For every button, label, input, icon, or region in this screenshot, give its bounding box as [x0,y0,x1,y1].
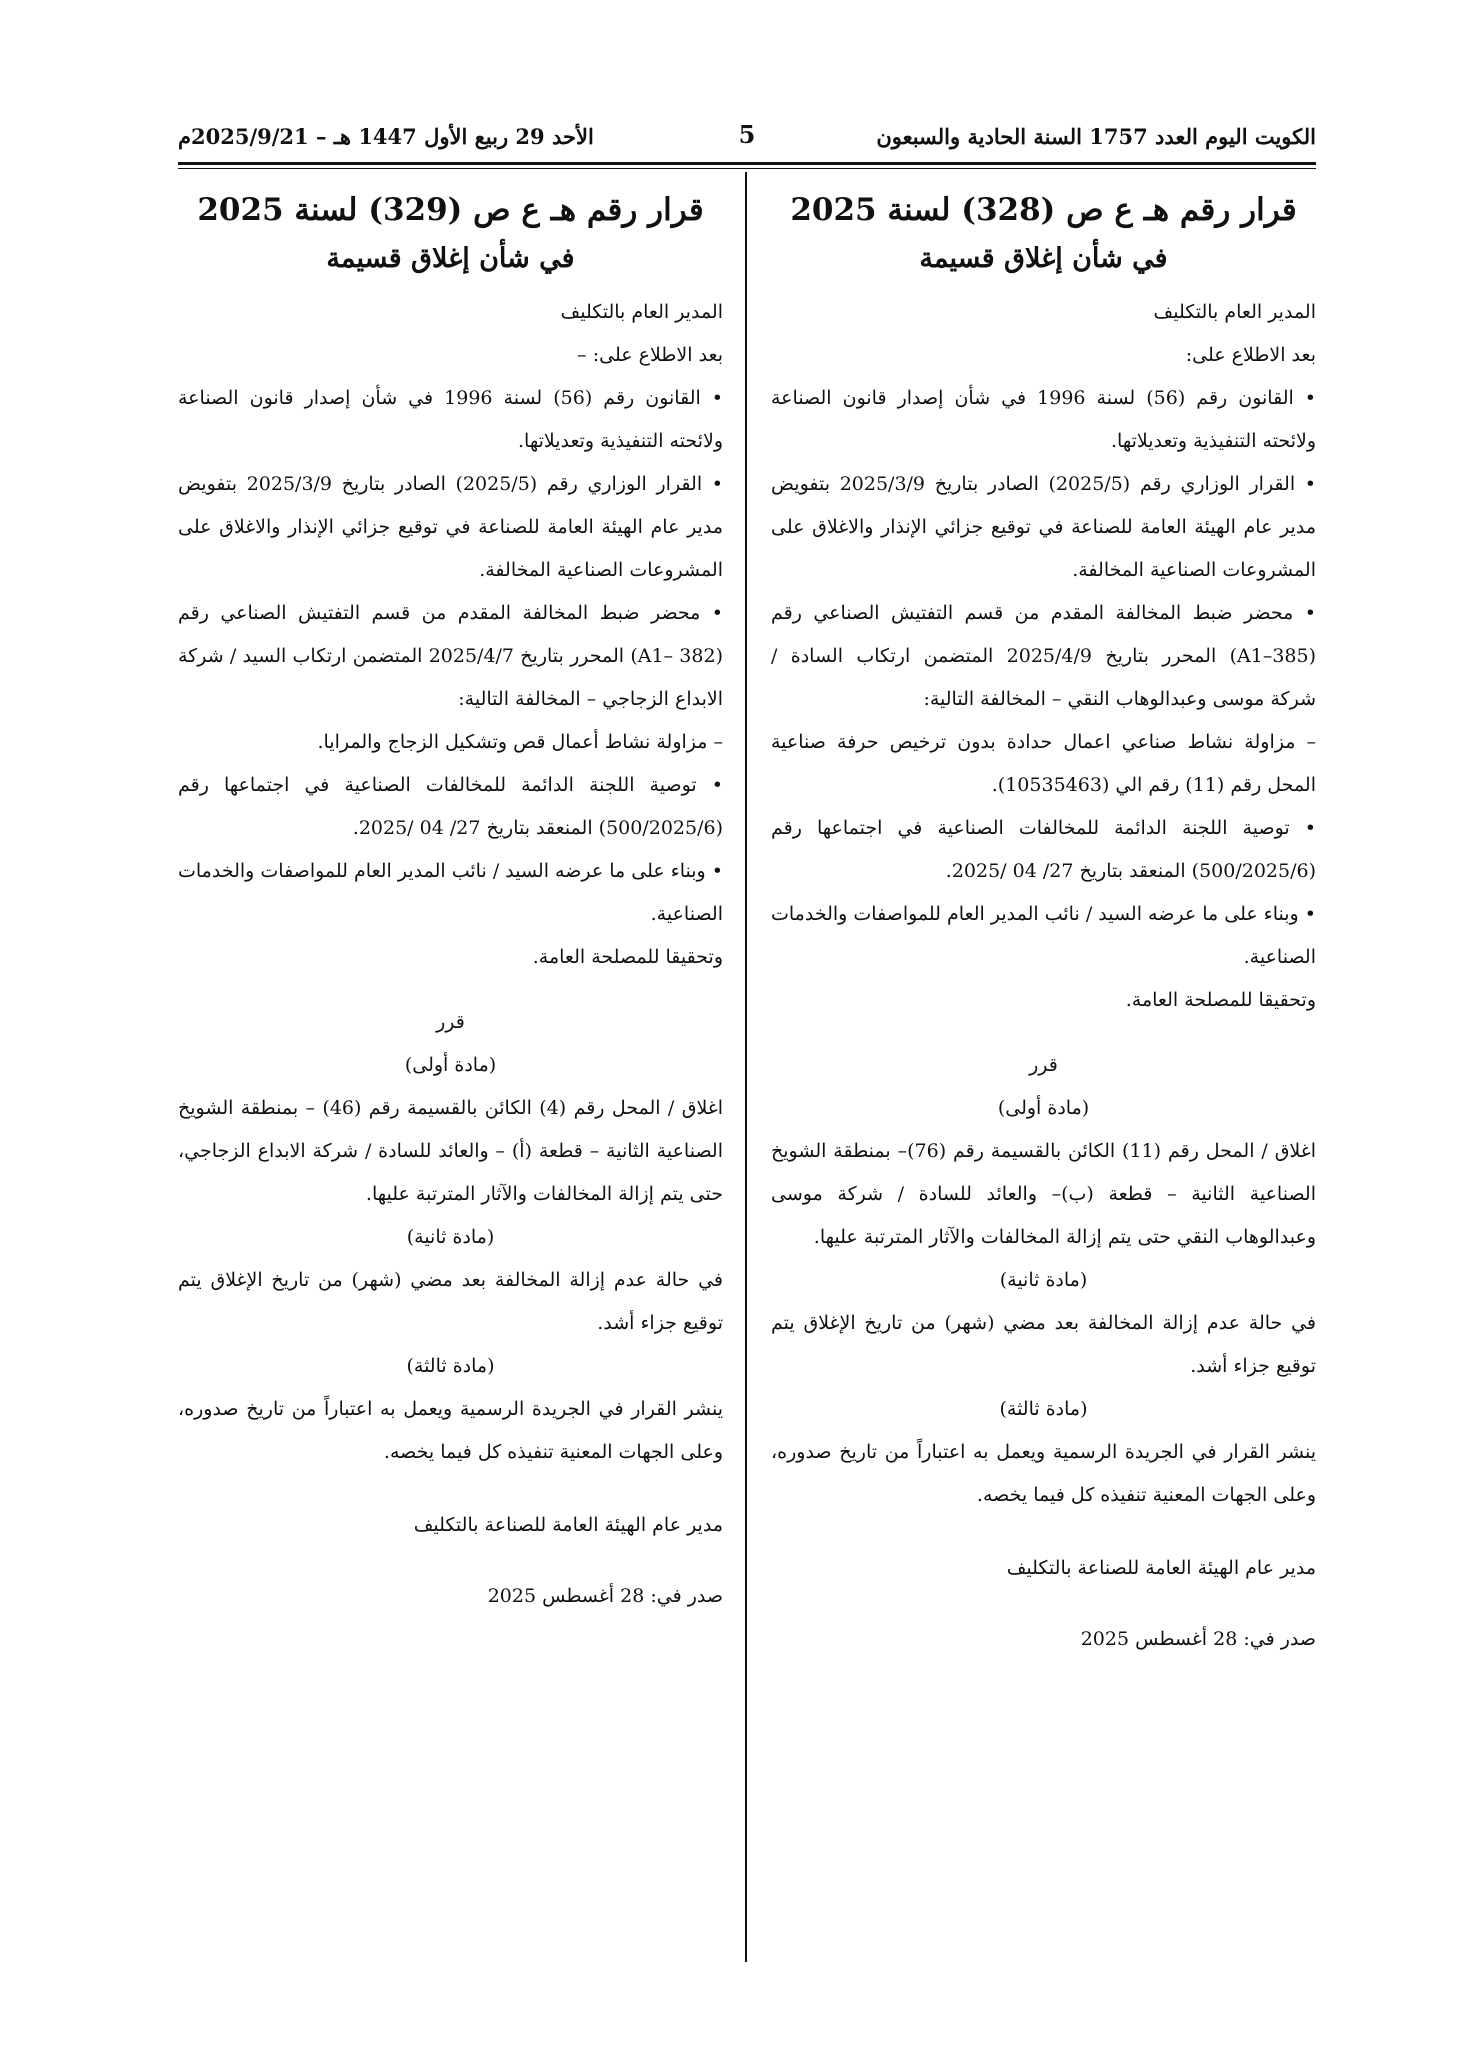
page-number: 5 [738,120,756,149]
recital-item: • توصية اللجنة الدائمة للمخالفات الصناعية في اجتماعها رقم (500/2025/6) المنعقد بتاريخ 27/ 04 /2025. [771,817,1316,882]
decree-issuer: المدير العام بالتكليف [560,301,723,323]
article-text: ينشر القرار في الجريدة الرسمية ويعمل به اعتباراً من تاريخ صدوره، وعلى الجهات المعنية تنفيذه كل فيما يخصه. [178,1398,723,1463]
decree-328 [771,185,1316,1661]
decree-issuer: المدير العام بالتكليف [1153,301,1316,323]
decree-329 [178,185,723,1618]
header-rule-thin [178,168,1316,169]
article-heading: (مادة أولى) [404,1054,497,1076]
recital-item: • توصية اللجنة الدائمة للمخالفات الصناعية في اجتماعها رقم (500/2025/6) المنعقد بتاريخ 27/ 04 /2025. [178,774,723,839]
decree-intro: بعد الاطلاع على: [1185,344,1316,366]
public-interest: وتحقيقا للمصلحة العامة. [1125,989,1316,1011]
issued-date: صدر في: 28 أغسطس 2025 [487,1585,723,1607]
decided-heading: قرر [1029,1054,1058,1076]
article-heading: (مادة ثالثة) [406,1355,495,1377]
recital-item: • محضر ضبط المخالفة المقدم من قسم التفتيش الصناعي رقم (A1– 382) المحرر بتاريخ 2025/4/7 المتضمن ارتكاب السيد / شركة الابداع الزجاجي – المخالفة التالية: [178,602,723,710]
recital-item: • وبناء على ما عرضه السيد / نائب المدير العام للمواصفات والخدمات الصناعية. [178,860,723,925]
recital-item: • القرار الوزاري رقم (2025/5) الصادر بتاريخ 2025/3/9 بتفويض مدير عام الهيئة العامة للصناعة في توقيع جزائي الإنذار والاغلاق على المشروعات الصناعية المخالفة. [771,473,1316,581]
decree-intro: بعد الاطلاع على: – [577,344,723,366]
decree-title: قرار رقم هـ ع ص (328) لسنة 2025 [790,192,1297,228]
article-text: اغلاق / المحل رقم (4) الكائن بالقسيمة رقم (46) – بمنطقة الشويخ الصناعية الثانية – قطعة (أ) – والعائد للسادة / شركة الابداع الزجاجي، حتى يتم إزالة المخالفات والآثار المترتبة عليها. [178,1097,724,1205]
decree-subtitle: في شأن إغلاق قسيمة [326,243,575,274]
public-interest: وتحقيقا للمصلحة العامة. [532,946,723,968]
page-header [178,118,1316,158]
article-heading: (مادة ثانية) [999,1269,1088,1291]
header-rule-thick [178,162,1316,165]
recital-item: • محضر ضبط المخالفة المقدم من قسم التفتيش الصناعي رقم (A1–385) المحرر بتاريخ 2025/4/9 المتضمن ارتكاب السادة / شركة موسى وعبدالوهاب النقي – المخالفة التالية: [771,602,1317,710]
signer: مدير عام الهيئة العامة للصناعة بالتكليف [1006,1557,1316,1579]
article-text: اغلاق / المحل رقم (11) الكائن بالقسيمة رقم (76)– بمنطقة الشويخ الصناعية الثانية – قطعة (ب)– والعائد للسادة / شركة موسى وعبدالوهاب النقي حتى يتم إزالة المخالفات والآثار المترتبة عليها. [771,1140,1316,1248]
article-text: ينشر القرار في الجريدة الرسمية ويعمل به اعتباراً من تاريخ صدوره، وعلى الجهات المعنية تنفيذه كل فيما يخصه. [771,1441,1316,1506]
article-heading: (مادة ثالثة) [999,1398,1088,1420]
recital-item: • وبناء على ما عرضه السيد / نائب المدير العام للمواصفات والخدمات الصناعية. [771,903,1316,968]
issued-date: صدر في: 28 أغسطس 2025 [1080,1628,1316,1650]
decree-subtitle: في شأن إغلاق قسيمة [919,243,1168,274]
article-text: في حالة عدم إزالة المخالفة بعد مضي (شهر) من تاريخ الإغلاق يتم توقيع جزاء أشد. [178,1269,723,1334]
recital-item: • القرار الوزاري رقم (2025/5) الصادر بتاريخ 2025/3/9 بتفويض مدير عام الهيئة العامة للصناعة في توقيع جزائي الإنذار والاغلاق على المشروعات الصناعية المخالفة. [178,473,723,581]
issue-date: الأحد 29 ربيع الأول 1447 هـ – 2025/9/21م [178,124,594,149]
recital-item: • القانون رقم (56) لسنة 1996 في شأن إصدار قانون الصناعة ولائحته التنفيذية وتعديلاتها. [771,387,1317,452]
gazette-issue-info: الكويت اليوم العدد 1757 السنة الحادية والسبعون [876,124,1316,149]
article-text: في حالة عدم إزالة المخالفة بعد مضي (شهر) من تاريخ الإغلاق يتم توقيع جزاء أشد. [771,1312,1316,1377]
signer: مدير عام الهيئة العامة للصناعة بالتكليف [413,1514,723,1536]
article-heading: (مادة أولى) [997,1097,1090,1119]
decree-title: قرار رقم هـ ع ص (329) لسنة 2025 [197,192,704,228]
decided-heading: قرر [436,1011,465,1033]
recital-item: – مزاولة نشاط أعمال قص وتشكيل الزجاج والمرايا. [317,731,723,753]
recital-item: – مزاولة نشاط صناعي اعمال حدادة بدون ترخيص حرفة صناعية المحل رقم (11) رقم الي (10535463). [771,731,1316,796]
column-divider [745,172,747,1962]
recital-item: • القانون رقم (56) لسنة 1996 في شأن إصدار قانون الصناعة ولائحته التنفيذية وتعديلاتها. [178,387,724,452]
article-heading: (مادة ثانية) [406,1226,495,1248]
